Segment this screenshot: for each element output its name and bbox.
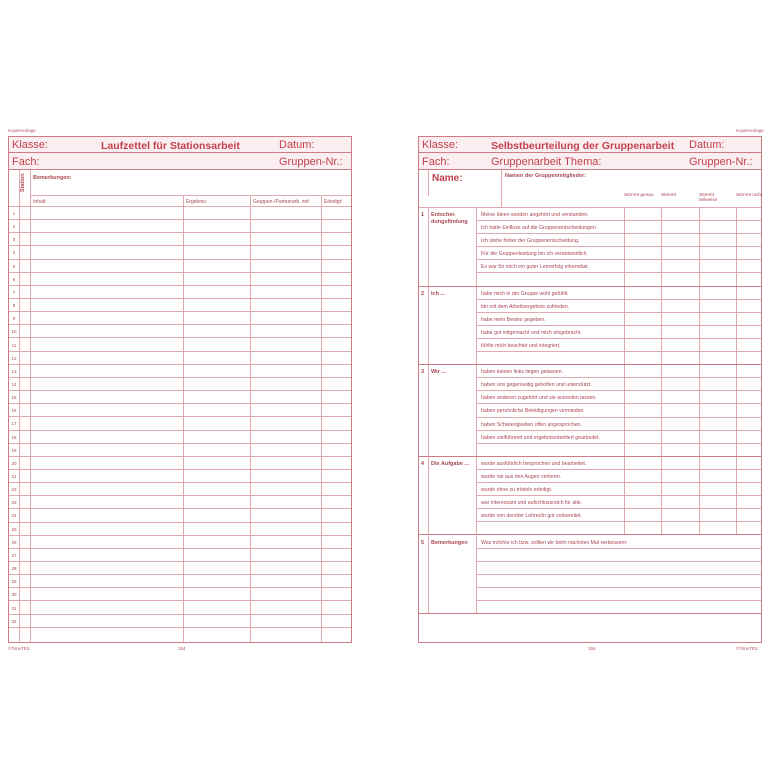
statement-row [476,496,761,509]
statement-text: haben Schwierigkeiten offen angesprochen. [481,421,582,428]
statement-text: habe mein Bestes gegeben. [481,316,546,323]
statement-text: Meine Ideen wurden angehört und verstanden. [481,212,589,218]
section-block [419,287,761,366]
footer-brand: ©TimeTEX [8,646,30,651]
section-label: Ich ... [431,290,446,297]
statement-row [476,247,761,260]
statement-text: Es war für mich ein guter Lernerfolg erkennbar. [481,264,590,271]
statement-row [476,339,761,352]
row-number: 10 [11,329,17,335]
left-page [8,128,354,660]
statement-row [476,588,761,601]
thema-label: Gruppenarbeit Thema: [491,156,602,168]
row-number: 1 [12,211,16,216]
station-row [9,483,351,496]
statement-row [476,208,761,221]
station-row [9,523,351,536]
station-table [9,170,351,642]
row-number: 14 [11,381,17,387]
gruppe-label: Gruppen-Nr.: [689,156,753,168]
statement-row [476,457,761,470]
row-number: 2 [12,224,16,230]
station-row [9,339,351,352]
footer-brand: ©TimeTEX [736,646,758,651]
station-row [9,588,351,601]
statement-text: habe mich in der Gruppe wohl gefühlt. [481,290,569,297]
page-number: 155 [588,646,596,651]
station-row [9,509,351,522]
statement-text: war interessant und aufschlussreich für alle. [481,500,582,507]
statement-text: haben persönliche Beleidigungen vermieden. [481,408,585,415]
station-row [9,260,351,273]
station-row [9,549,351,562]
statement-row [476,260,761,273]
statement-text: wurde ohne zu trödeln erledigt. [481,487,553,494]
bemerkungen-label: Bemerkungen: [33,175,72,181]
station-label: Station [20,173,26,192]
row-number: 5 [12,263,16,269]
station-row [9,470,351,483]
row-number: 32 [11,618,17,624]
col-inhalt: Inhalt: [33,199,47,205]
statement-text: Für die Gruppenleistung bin ich verantwortlich. [481,251,588,258]
top-note: Kopiervorlage [736,128,764,133]
row-number: 28 [11,566,17,572]
evaluation-table [419,170,761,642]
section-block [419,365,761,457]
row-number: 4 [12,250,16,256]
statement-row [476,483,761,496]
station-row [9,536,351,549]
station-row [9,615,351,628]
row-number: 27 [11,552,17,558]
statement-row [476,562,761,575]
row-number: 31 [11,605,17,611]
statement-row [476,326,761,339]
col-gruppen: Gruppen-/Partnerarb. mit: [253,199,310,205]
station-row [9,417,351,430]
row-number: 16 [11,408,17,414]
station-row [9,378,351,391]
datum-label: Datum: [689,139,725,151]
statement-text: haben keinen links liegen gelassen. [481,369,563,376]
statement-row [476,575,761,588]
row-number: 8 [12,303,16,309]
station-row [9,404,351,417]
station-row [9,457,351,470]
statement-text: Ich stehe hinter der Gruppenentscheidung. [481,238,580,245]
statement-text: bin mit dem Arbeitsergebnis zufrieden. [481,303,570,310]
form-title: Laufzettel für Stationsarbeit [101,140,240,152]
mitglieder-label: Namen der Gruppenmitglieder: [505,173,586,179]
section-number: 5 [421,539,425,546]
section-label: Bemerkungen [431,539,468,546]
col-ergebnis: Ergebnis: [186,199,208,205]
statement-row [476,352,761,365]
row-number: 18 [11,434,17,440]
fach-label: Fach: [12,156,40,168]
top-note: Kopiervorlage [8,128,36,133]
station-row [9,312,351,325]
page-number: 154 [178,646,186,651]
statement-row [476,431,761,444]
station-row [9,575,351,588]
row-number: 21 [11,474,17,479]
statement-row [476,300,761,313]
rating-header: Stimmt nicht [736,193,763,198]
row-number: 25 [11,526,17,532]
station-row [9,562,351,575]
selbstbeurteilung-form [418,136,762,643]
section-label: Wir ... [431,369,446,376]
row-number: 12 [11,355,17,361]
row-number: 22 [11,487,17,493]
form-title: Selbstbeurteilung der Gruppenarbeit [491,140,675,152]
station-row [9,220,351,233]
section-label: Entschei-dungsfindung [431,212,468,225]
station-row [9,365,351,378]
statement-row [476,470,761,483]
laufzettel-form [8,136,352,643]
row-number: 29 [11,579,17,585]
section-block [419,536,761,615]
row-number: 6 [12,276,16,282]
statement-row [476,418,761,431]
gruppe-label: Gruppen-Nr.: [279,156,343,168]
row-number: 9 [12,316,16,322]
statement-row [476,522,761,535]
rating-header: Stimmt [661,193,676,198]
row-number: 26 [11,539,17,545]
section-block [419,457,761,536]
rating-header: Stimmt genau [624,193,654,198]
station-row [9,602,351,615]
station-row [9,325,351,338]
row-number: 19 [11,447,17,453]
station-row [9,207,351,220]
statement-text: Was möchte ich bzw. sollten wir beim nächsten Mal verbessern: [481,539,628,546]
row-number: 15 [11,395,17,401]
station-row [9,391,351,404]
station-row [9,431,351,444]
station-row [9,444,351,457]
station-row [9,352,351,365]
statement-row [476,365,761,378]
statement-text: Ich hatte Einfluss auf die Gruppenentscheidungen. [481,225,598,232]
row-number: 20 [11,460,17,466]
rating-header: Stimmt teilweise [699,193,718,203]
row-number: 7 [12,289,16,295]
statement-row [476,601,761,614]
row-number: 17 [11,421,17,427]
section-block [419,208,761,287]
right-page [418,128,764,660]
fach-label: Fach: [422,156,450,168]
statement-text: fühlte mich beachtet und integriert. [481,342,561,349]
station-row [9,496,351,509]
row-number: 23 [11,500,17,506]
section-number: 2 [421,290,425,297]
statement-row [476,274,761,287]
statement-text: wurde ausführlich besprochen und bearbeitet. [481,460,587,467]
statement-row [476,287,761,300]
statement-row [476,391,761,404]
statement-row [476,221,761,234]
statement-row [476,313,761,326]
statement-row [476,509,761,522]
row-number: 24 [11,513,17,519]
station-row [9,286,351,299]
name-label: Name: [432,173,463,184]
row-number: 3 [12,237,16,243]
statement-row [476,234,761,247]
statement-text: haben anderen zugehört und sie ausreden lassen. [481,395,597,402]
station-row [9,233,351,246]
statement-row [476,404,761,417]
statement-text: haben uns gegenseitig geholfen und unterstützt. [481,382,592,389]
statement-row [476,444,761,457]
statement-row [476,378,761,391]
row-number: 13 [11,368,17,374]
col-erledigt: Erledigt: [324,199,343,205]
statement-text: wurde von den/der Lehrer/in gut vorbereitet. [481,513,582,520]
statement-text: habe gut mitgemacht und mich eingebracht. [481,329,582,336]
klasse-label: Klasse: [12,139,49,151]
statement-row [476,536,761,549]
station-row [9,299,351,312]
section-number: 1 [421,212,425,218]
statement-text: haben zielführend und ergebnisorientiert gearbeitet. [481,434,600,441]
statement-text: wurde nie aus den Augen verloren. [481,473,562,480]
section-number: 4 [421,460,425,467]
section-number: 3 [421,369,425,376]
row-number: 30 [11,592,17,598]
station-row [9,246,351,259]
statement-row [476,549,761,562]
section-label: Die Aufgabe ... [431,460,469,467]
datum-label: Datum: [279,139,315,151]
klasse-label: Klasse: [422,139,459,151]
row-number: 11 [11,342,17,348]
station-row [9,273,351,286]
